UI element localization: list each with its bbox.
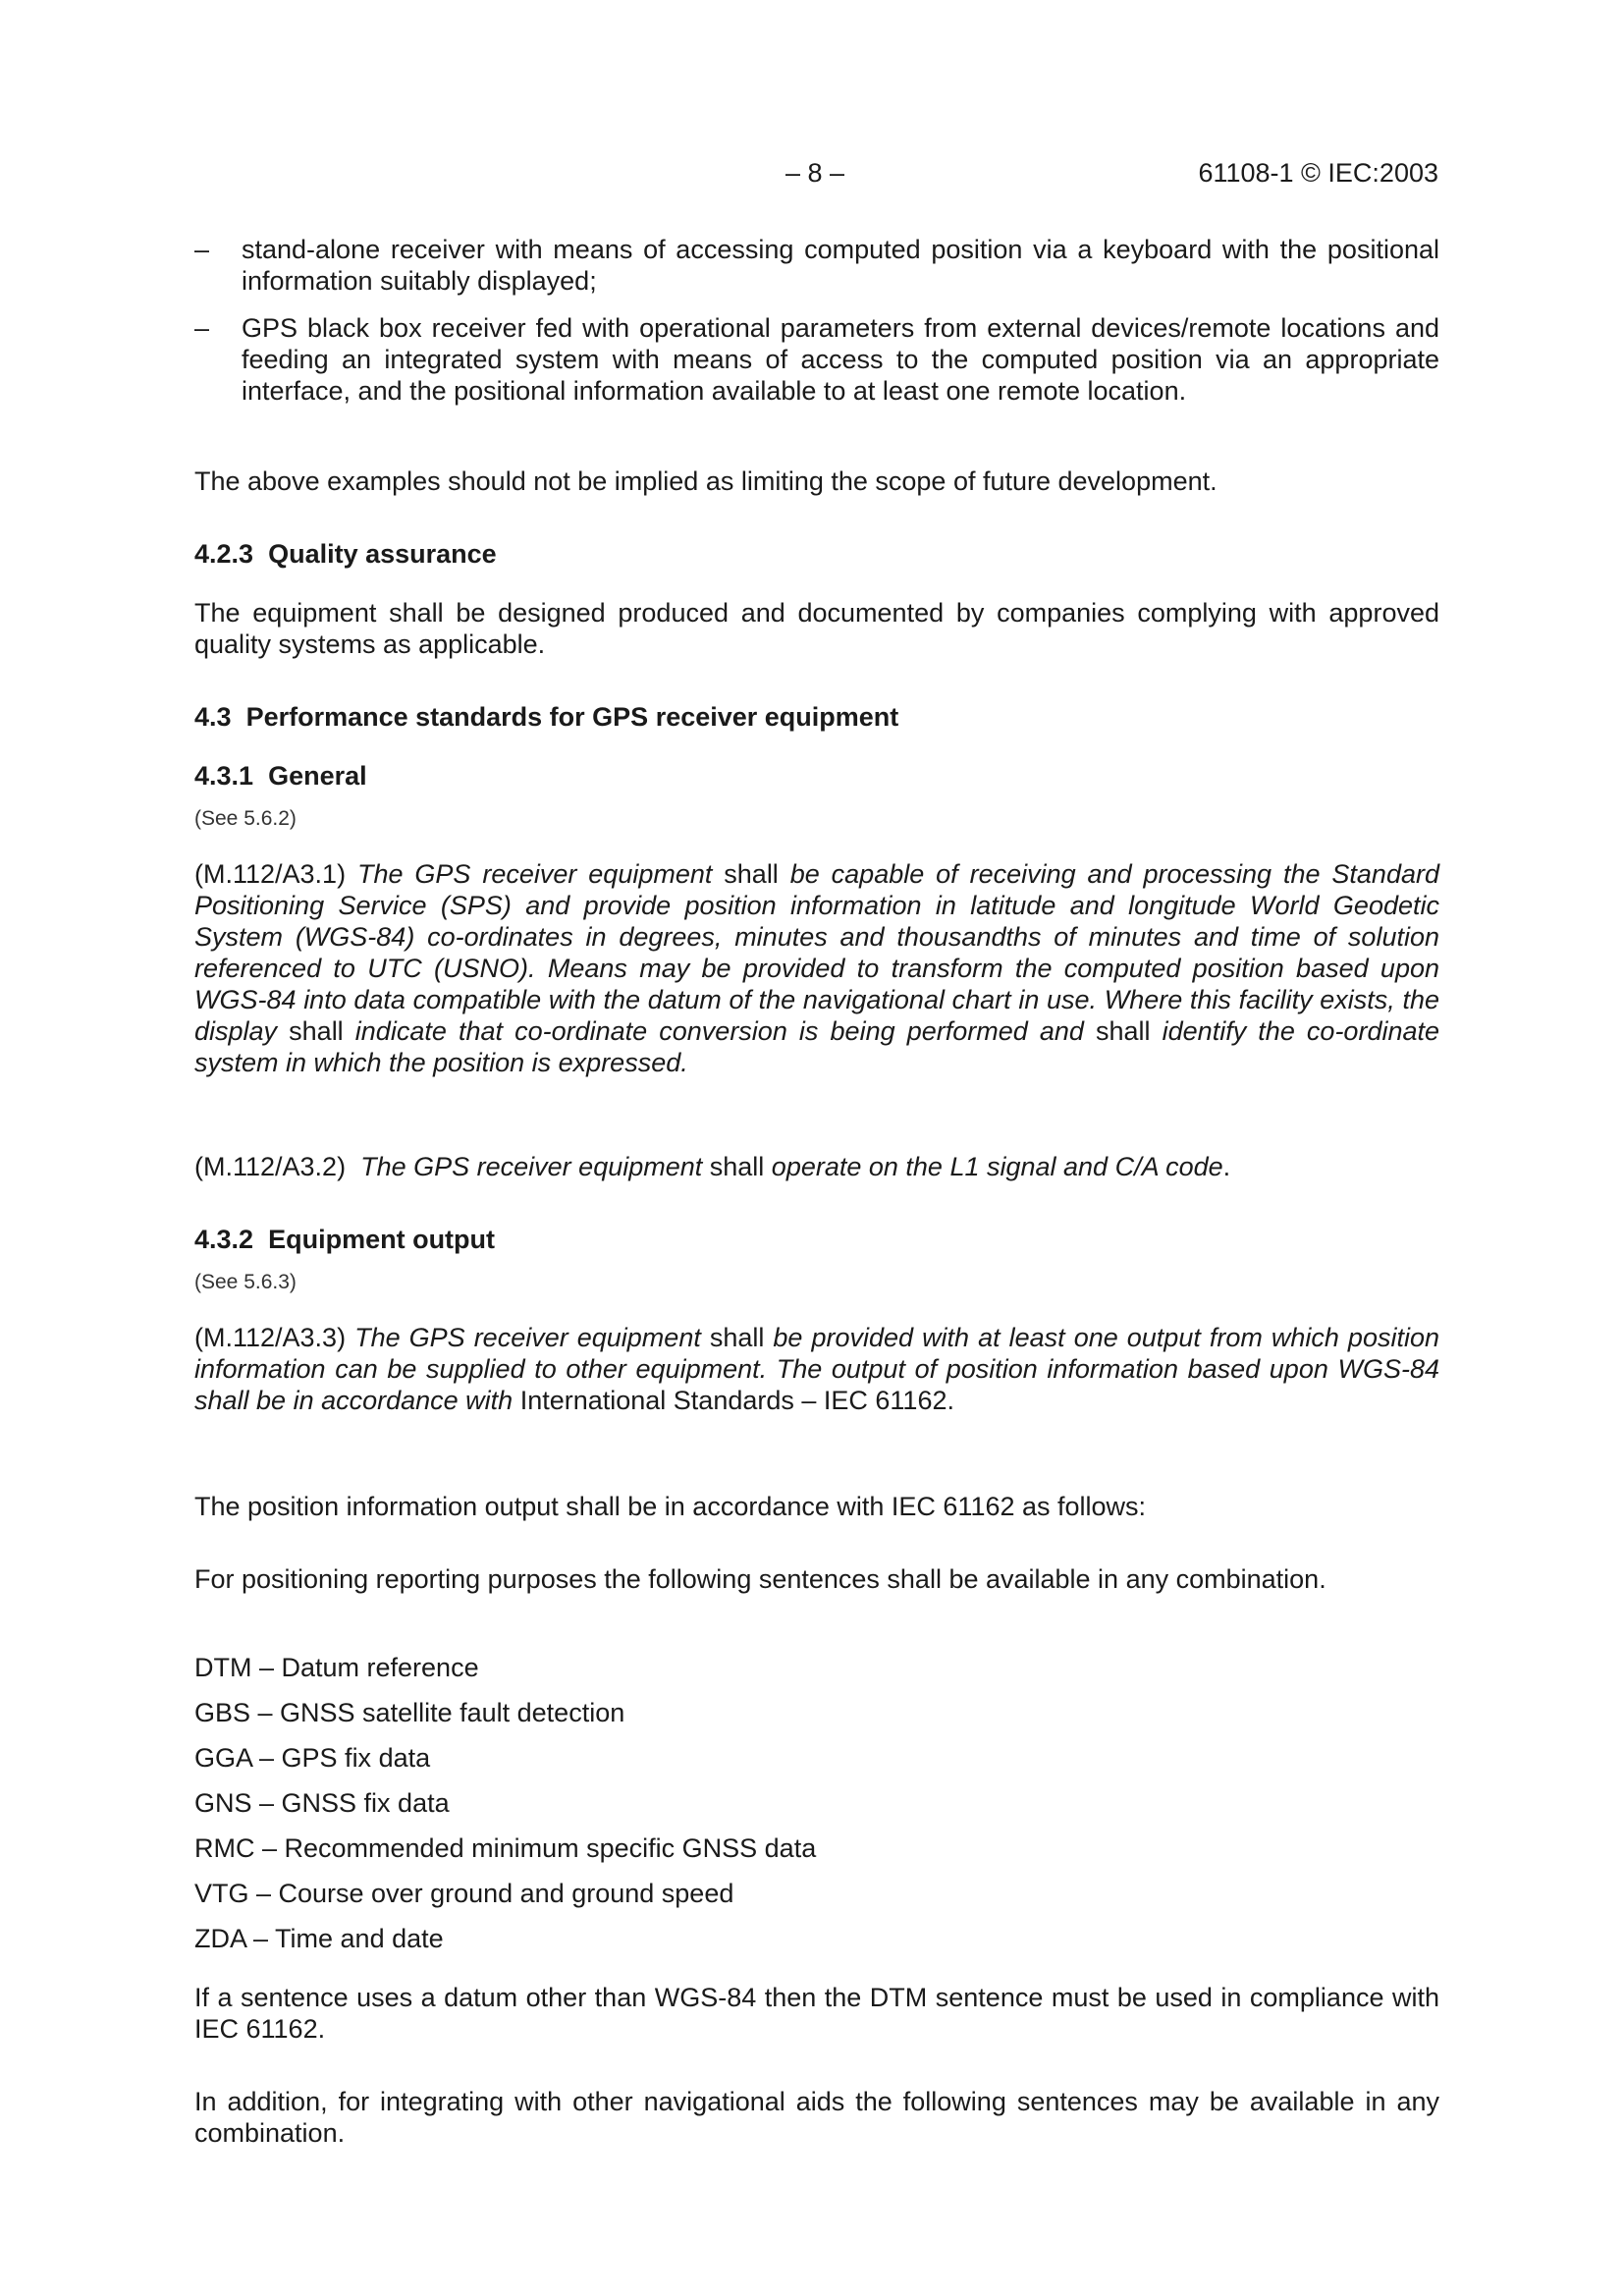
quality-assurance-body: The equipment shall be designed produced and documented by companies complying with approved quality systems as applicable. <box>194 598 1439 659</box>
requirement-ref: (M.112/A3.1) <box>194 859 347 889</box>
section-title: General <box>268 761 367 791</box>
requirement-ref: (M.112/A3.2) <box>194 1152 347 1181</box>
requirement-a3-3 <box>194 1322 1439 1416</box>
document-id: 61108-1 © IEC:2003 <box>1198 158 1438 188</box>
list-dash: – <box>194 313 210 343</box>
shall-keyword: shall <box>1096 1016 1151 1046</box>
requirement-text: be capable of receiving and processing the Standard Positioning Service (SPS) and provide position information in latitude and longitude World Geodetic System (WGS-84) co-ordinates in degrees, minutes and thousandths of minutes and time of solution referenced to UTC (USNO). Means may be provided to transform the computed position based upon WGS-84 into data compatible with the datum of the navigational chart in use. Where this facility exists, the display <box>194 859 1439 1046</box>
sentence-item: GBS – GNSS satellite fault detection <box>194 1698 625 1727</box>
requirement-end: . <box>1222 1152 1231 1181</box>
shall-keyword: shall <box>289 1016 344 1046</box>
requirement-text: indicate that co-ordinate conversion is being performed and <box>343 1016 1097 1046</box>
list-item <box>194 312 1439 438</box>
sentence-item: RMC – Recommended minimum specific GNSS data <box>194 1833 817 1863</box>
section-title: Performance standards for GPS receiver equipment <box>245 702 899 732</box>
section-number: 4.3 <box>194 702 232 732</box>
requirement-text: The GPS receiver equipment <box>346 1323 710 1352</box>
section-number: 4.2.3 <box>194 539 254 569</box>
page-number: – 8 – <box>785 158 845 188</box>
section-heading-4-3 <box>194 701 1439 733</box>
section-heading-4-3-2 <box>194 1224 1439 1255</box>
list-item-text: stand-alone receiver with means of accessing computed position via a keyboard with the positional information suitably displayed; <box>242 235 1439 296</box>
requirement-a3-1 <box>194 858 1439 1078</box>
sentence-item: GNS – GNSS fix data <box>194 1788 450 1818</box>
requirement-a3-2 <box>194 1151 1439 1182</box>
positioning-intro: For positioning reporting purposes the following sentences shall be available in any combination. <box>194 1564 1326 1594</box>
sentence-item: DTM – Datum reference <box>194 1653 479 1682</box>
list-item <box>194 234 1439 297</box>
requirement-text: The GPS receiver equipment <box>346 859 725 889</box>
datum-note: If a sentence uses a datum other than WGS-84 then the DTM sentence must be used in compliance with IEC 61162. <box>194 1983 1439 2044</box>
sentence-item: GGA – GPS fix data <box>194 1743 431 1773</box>
output-intro: The position information output shall be in accordance with IEC 61162 as follows: <box>194 1492 1147 1521</box>
section-title: Equipment output <box>268 1225 496 1254</box>
section-title: Quality assurance <box>268 539 497 569</box>
requirement-text: International Standards – IEC 61162. <box>519 1386 954 1415</box>
shall-keyword: shall <box>724 859 779 889</box>
requirement-ref: (M.112/A3.3) <box>194 1323 347 1352</box>
sentence-item: ZDA – Time and date <box>194 1924 444 1953</box>
list-item-text: GPS black box receiver fed with operational parameters from external devices/remote locations and feeding an integrated system with means of access to the computed position via an appropriate interface, and the positional information available to at least one remote location. <box>242 313 1439 406</box>
requirement-text: be provided with at least one output from which position information can be supplied to other equipment. The output of position information based upon WGS-84 shall be in accordance with <box>194 1323 1439 1415</box>
see-reference: (See 5.6.3) <box>194 1271 297 1293</box>
section-number: 4.3.2 <box>194 1225 254 1254</box>
list-dash: – <box>194 235 210 264</box>
sentence-item: VTG – Course over ground and ground speed <box>194 1879 734 1908</box>
examples-note: The above examples should not be implied as limiting the scope of future development. <box>194 466 1217 496</box>
section-heading-4-2-3 <box>194 538 1439 570</box>
integration-note: In addition, for integrating with other navigational aids the following sentences may be available in any combination. <box>194 2087 1439 2148</box>
section-heading-4-3-1 <box>194 760 1439 792</box>
see-reference: (See 5.6.2) <box>194 807 297 830</box>
shall-keyword: shall <box>709 1152 765 1181</box>
section-number: 4.3.1 <box>194 761 254 791</box>
shall-keyword: shall <box>709 1323 765 1352</box>
requirement-text: operate on the L1 signal and C/A code <box>764 1152 1223 1181</box>
requirement-text: The GPS receiver equipment <box>352 1152 710 1181</box>
requirement-text: identify the co-ordinate system in which the position is expressed. <box>194 1016 1440 1077</box>
